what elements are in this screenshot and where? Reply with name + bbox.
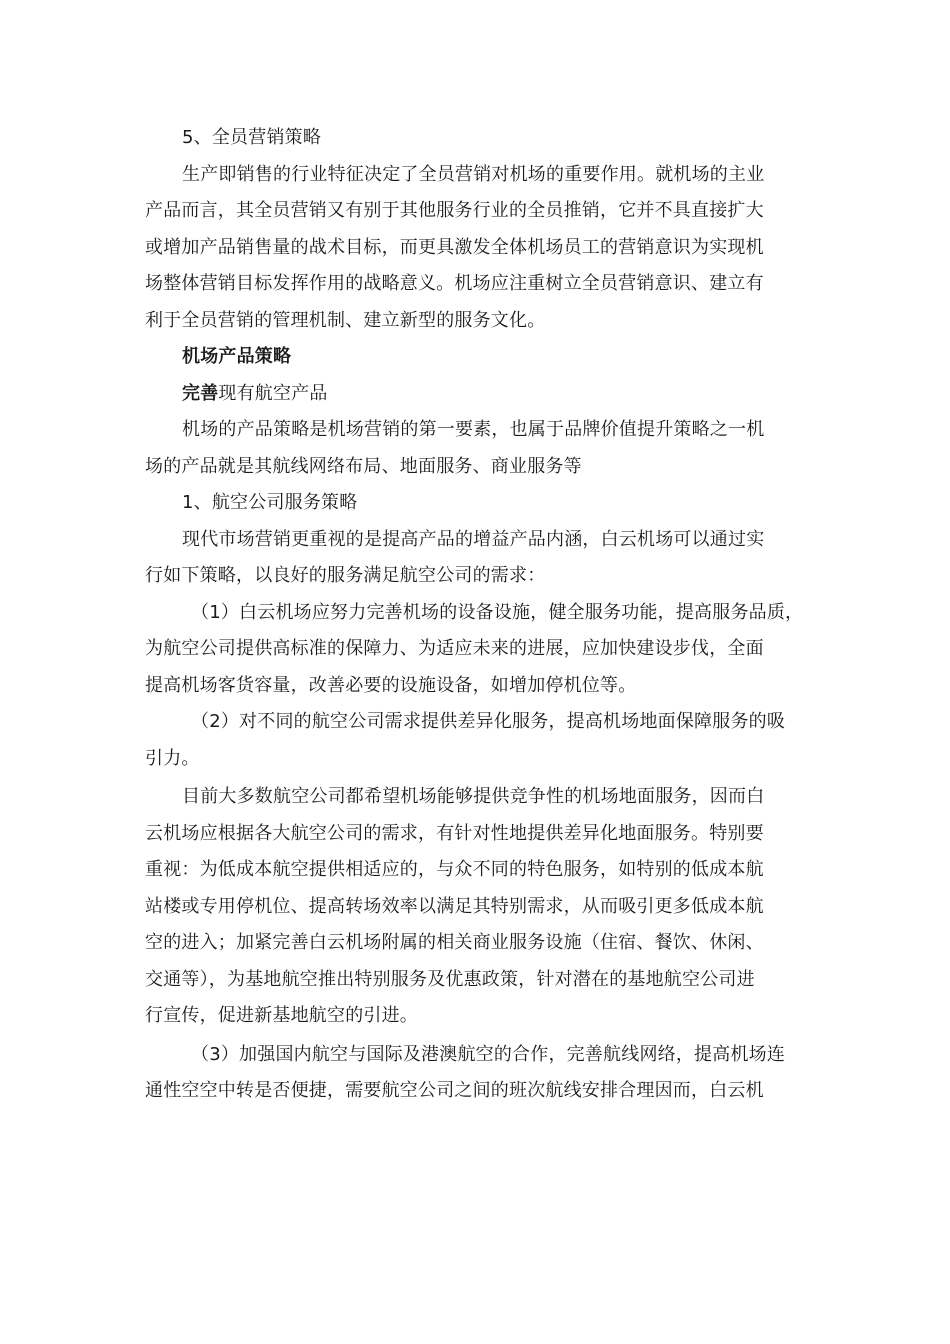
list-item-1: （1）白云机场应努力完善机场的设备设施，健全服务功能，提高服务品质， <box>191 601 804 623</box>
section-heading-5: 5、全员营销策略 <box>182 127 322 148</box>
paragraph-line: 或增加产品销售量的战术目标，而更具激发全体机场员工的营销意识为实现机 <box>145 236 764 258</box>
paragraph-line: 交通等），为基地航空推出特别服务及优惠政策，针对潜在的基地航空公司进 <box>145 968 755 990</box>
subheading-rest: 现有航空产品 <box>218 382 328 404</box>
document-body <box>145 120 815 1110</box>
paragraph-line: 空的进入；加紧完善白云机场附属的相关商业服务设施（住宿、餐饮、休闲、 <box>145 932 764 953</box>
paragraph-line: 行宣传，促进新基地航空的引进。 <box>145 1005 418 1026</box>
paragraph-line: 产品而言，其全员营销又有别于其他服务行业的全员推销，它并不具直接扩大 <box>145 200 764 221</box>
section-heading-product-strategy: 机场产品策略 <box>182 346 292 367</box>
paragraph-line: 站楼或专用停机位、提高转场效率以满足其特别需求，从而吸引更多低成本航 <box>145 895 764 917</box>
list-item-2: （2）对不同的航空公司需求提供差异化服务，提高机场地面保障服务的吸 <box>191 711 786 732</box>
paragraph-line: 引力。 <box>145 747 200 769</box>
subheading-improve-products <box>145 376 815 413</box>
paragraph-line: 现代市场营销更重视的是提高产品的增益产品内涵，白云机场可以通过实 <box>182 528 765 550</box>
paragraph-line: 场整体营销目标发挥作用的战略意义。机场应注重树立全员营销意识、建立有 <box>145 273 764 294</box>
paragraph-line: 云机场应根据各大航空公司的需求，有针对性地提供差异化地面服务。特别要 <box>145 822 764 844</box>
paragraph-line: 为航空公司提供高标准的保障力、为适应未来的进展，应加快建设步伐，全面 <box>145 638 764 659</box>
paragraph-line: 机场的产品策略是机场营销的第一要素，也属于品牌价值提升策略之一机 <box>182 419 765 440</box>
paragraph-line: 生产即销售的行业特征决定了全员营销对机场的重要作用。就机场的主业 <box>182 163 765 185</box>
paragraph-line: 重视：为低成本航空提供相适应的，与众不同的特色服务，如特别的低成本航 <box>145 859 764 880</box>
paragraph-line: 场的产品就是其航线网络布局、地面服务、商业服务等 <box>145 455 582 477</box>
section-heading-1: 1、航空公司服务策略 <box>182 492 358 513</box>
paragraph-line: 行如下策略，以良好的服务满足航空公司的需求： <box>145 565 546 586</box>
paragraph-line: 提高机场客货容量，改善必要的设施设备，如增加停机位等。 <box>145 674 637 696</box>
list-item-3: （3）加强国内航空与国际及港澳航空的合作，完善航线网络，提高机场连 <box>191 1043 786 1065</box>
paragraph-line: 利于全员营销的管理机制、建立新型的服务文化。 <box>145 309 546 331</box>
subheading-bold-part: 完善 <box>182 382 219 404</box>
paragraph-line: 通性空空中转是否便捷，需要航空公司之间的班次航线安排合理因而，白云机 <box>145 1080 764 1101</box>
paragraph-line: 目前大多数航空公司都希望机场能够提供竞争性的机场地面服务，因而白 <box>182 786 765 807</box>
